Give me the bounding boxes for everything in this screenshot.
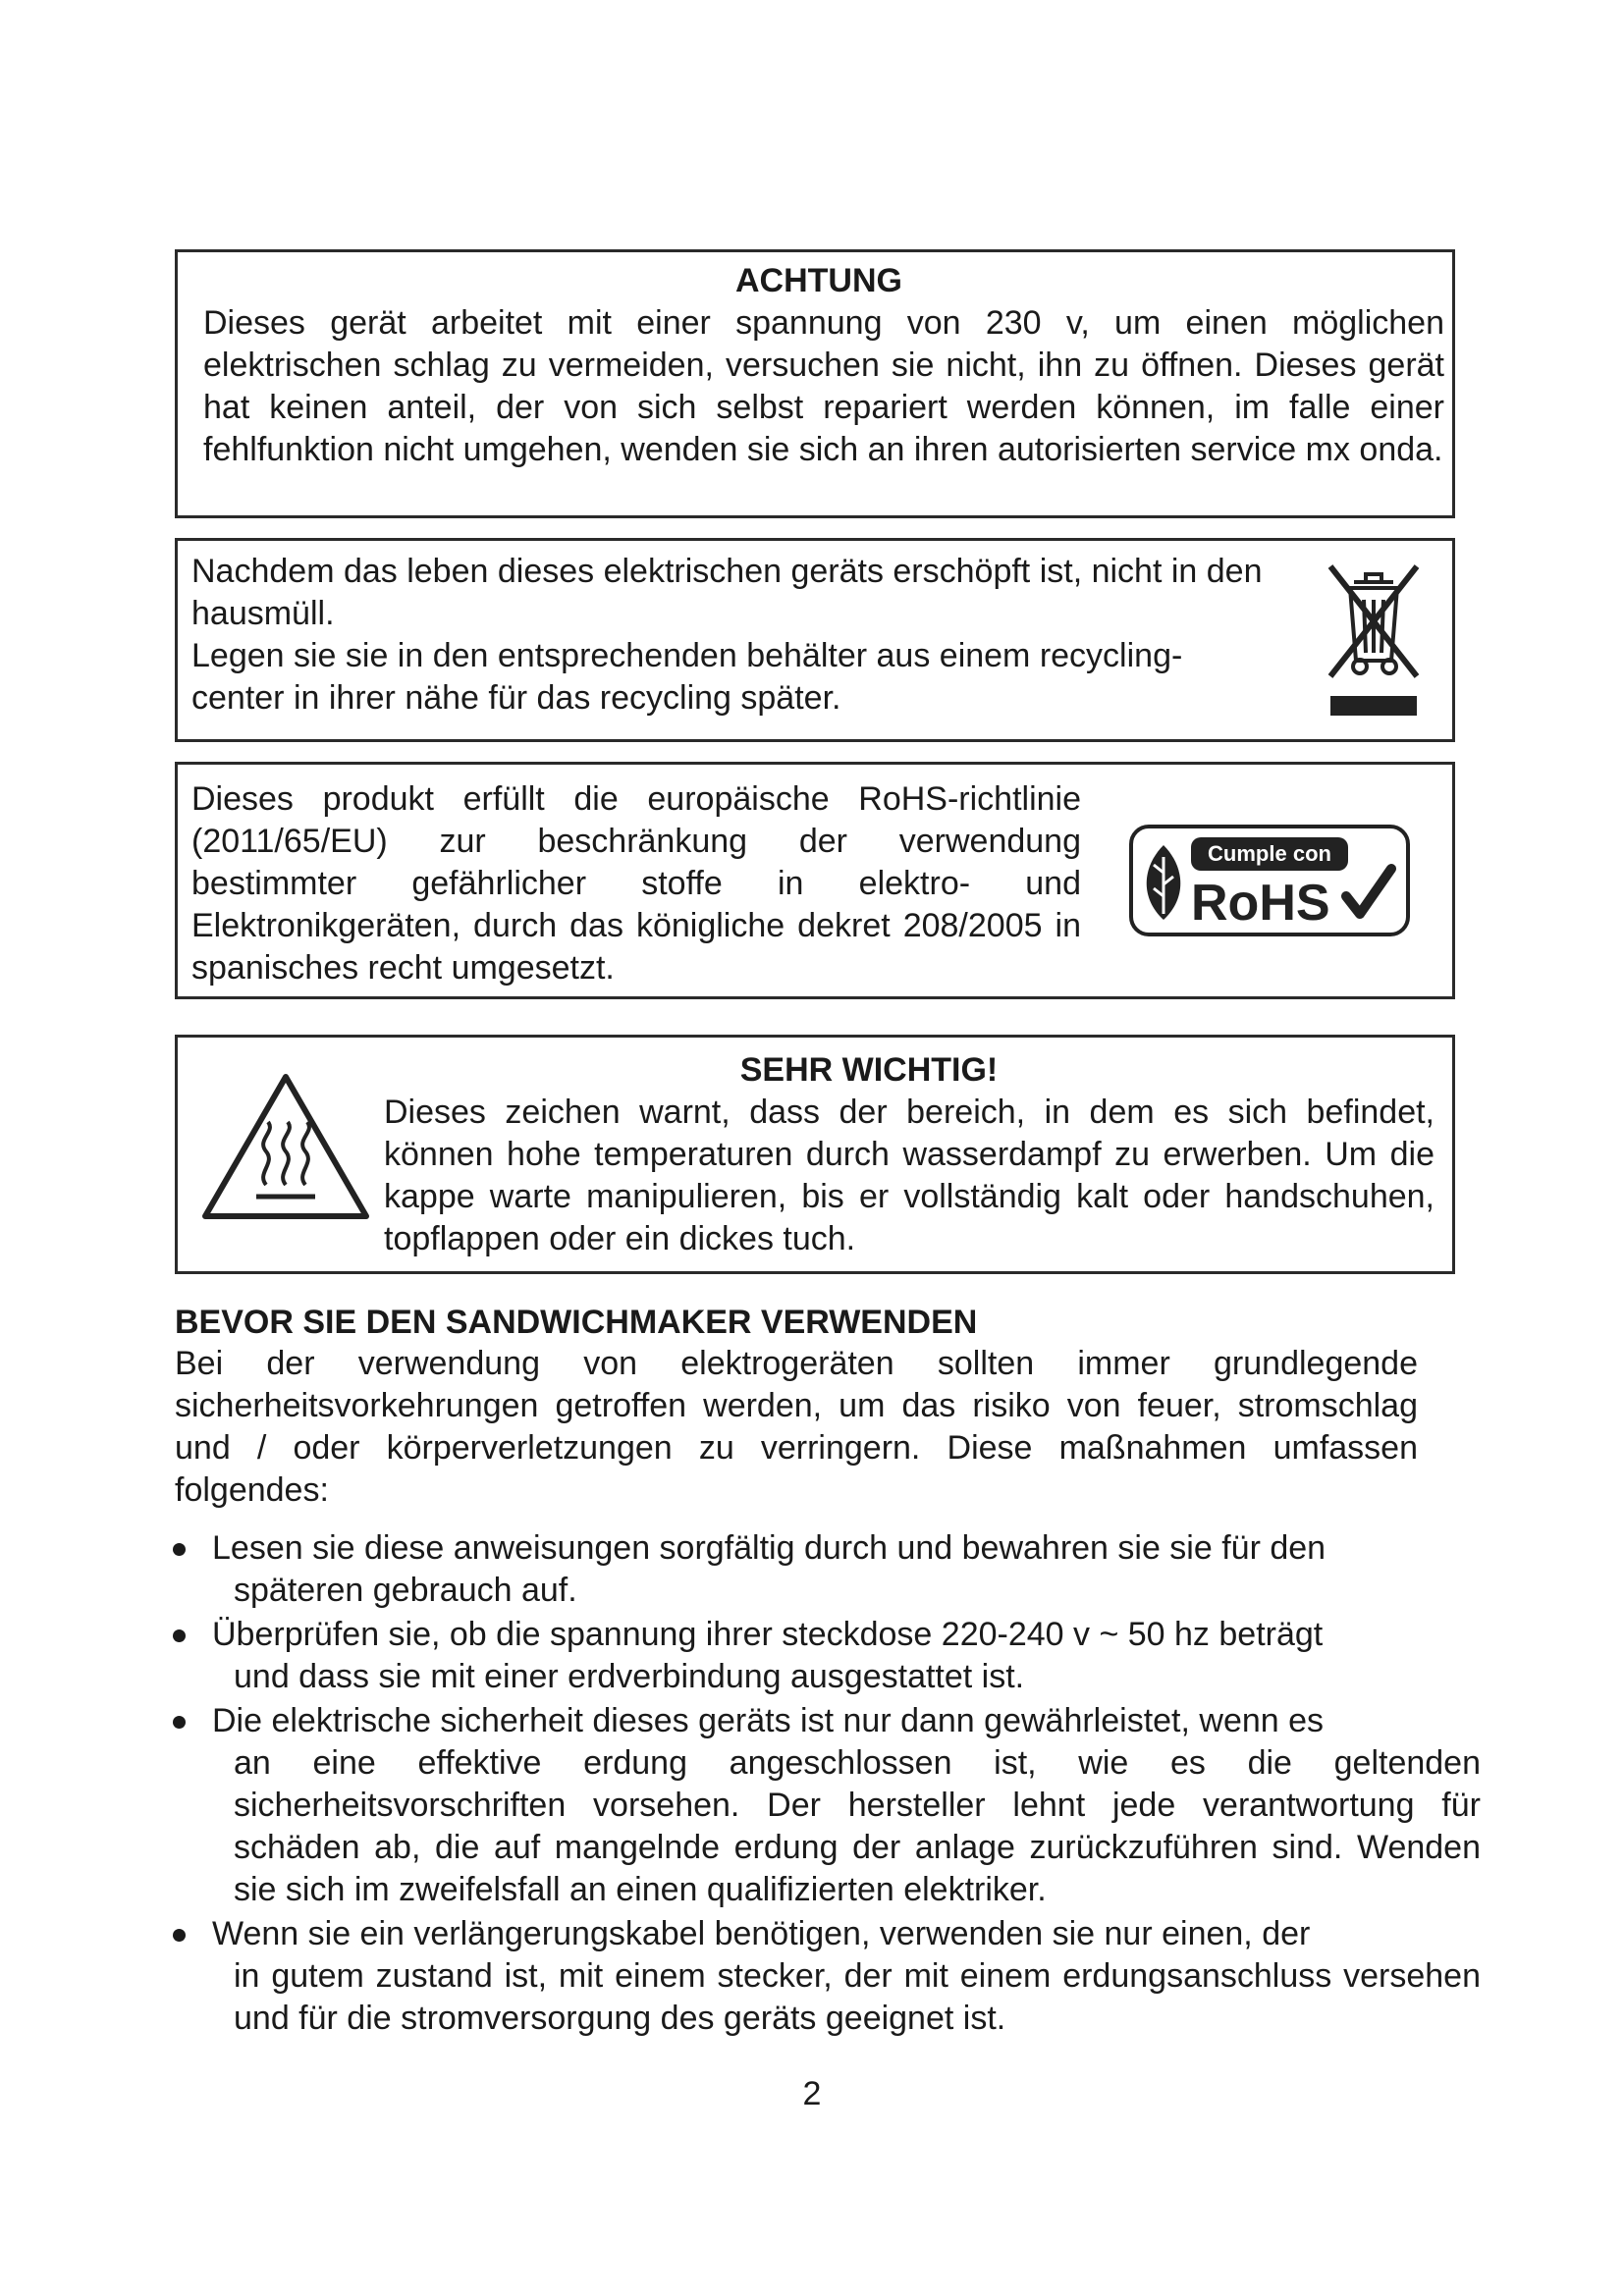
bullet-continuation: in gutem zustand ist, mit einem stecker, der mit einem erdungsanschluss versehen und für die stromversorgung des geräts geeignet ist. (234, 1957, 1481, 2037)
list-item (165, 1700, 1481, 1911)
bullet-first-line: Überprüfen sie, ob die spannung ihrer steckdose 220-240 v ~ 50 hz beträgt (212, 1616, 1324, 1653)
section-intro: Bei der verwendung von elektrogeräten sollten immer grundlegende sicherheitsvorkehrungen getroffen werden, um das risiko von feuer, stromschlag und / oder körperverletzungen zu verringern. Diese maßnahmen umfassen folgendes: (175, 1345, 1418, 1509)
hot-surface-warning-icon (197, 1069, 374, 1226)
bullet-continuation: späteren gebrauch auf. (234, 1572, 577, 1609)
bullet-continuation: und dass sie mit einer erdverbindung ausgestattet ist. (234, 1658, 1025, 1695)
recycling-box (175, 538, 1455, 742)
rohs-badge-top-label: Cumple con (1208, 841, 1331, 866)
bullet-icon (173, 1629, 186, 1642)
bullet-first-line: Die elektrische sicherheit dieses geräts ist nur dann gewährleistet, wenn es (212, 1702, 1325, 1739)
crossed-out-bin-icon (1325, 561, 1423, 718)
list-item (165, 1614, 1481, 1698)
section-heading: BEVOR SIE DEN SANDWICHMAKER VERWENDEN (175, 1304, 978, 1341)
bullet-first-line: Lesen sie diese anweisungen sorgfältig durch und bewahren sie sie für den (212, 1529, 1326, 1567)
bullet-first-line: Wenn sie ein verlängerungskabel benötigen, verwenden sie nur einen, der (212, 1915, 1311, 1952)
bullet-icon (173, 1543, 186, 1556)
list-item (165, 1527, 1481, 1612)
recycling-text-2: Legen sie sie in den entsprechenden behälter aus einem recycling-center in ihrer nähe für das recycling später. (191, 637, 1183, 717)
wichtig-heading: SEHR WICHTIG! (739, 1051, 999, 1089)
warning-box-sehr-wichtig (175, 1035, 1455, 1274)
bullet-icon (173, 1929, 186, 1942)
rohs-text: Dieses produkt erfüllt die europäische RoHS-richtlinie (2011/65/EU) zur beschränkung der verwendung bestimmter gefährlicher stoffe in elektro- und Elektronikgeräten, durch das königliche dekret 208/2005 in spanisches recht umgesetzt. (191, 780, 1081, 987)
wichtig-text: Dieses zeichen warnt, dass der bereich, in dem es sich befindet, können hohe temperaturen durch wasserdampf zu erwerben. Um die kappe warte manipulieren, bis er vollständig kalt oder handschuhen, topflappen oder ein dickes tuch. (384, 1094, 1435, 1257)
warning-box-achtung (175, 249, 1455, 518)
safety-bullet-list (165, 1527, 1481, 2042)
recycling-text-1: Nachdem das leben dieses elektrischen geräts erschöpft ist, nicht in den hausmüll. (191, 553, 1263, 632)
rohs-badge (1128, 824, 1411, 937)
bullet-continuation: an eine effektive erdung angeschlossen ist, wie es die geltenden sicherheitsvorschriften vorsehen. Der hersteller lehnt jede verantwortung für schäden ab, die auf mangelnde erdung der anlage zurückzuführen sind. Wenden sie sich im zweifelsfall an einen qualifizierten elektriker. (234, 1744, 1481, 1908)
list-item (165, 1913, 1481, 2040)
achtung-heading: ACHTUNG (735, 262, 902, 299)
bullet-icon (173, 1716, 186, 1729)
rohs-badge-main-label: RoHS (1191, 875, 1330, 932)
rohs-box (175, 762, 1455, 999)
page-number: 2 (802, 2075, 822, 2112)
achtung-text: Dieses gerät arbeitet mit einer spannung von 230 v, um einen möglichen elektrischen schlag zu vermeiden, versuchen sie nicht, ihn zu öffnen. Dieses gerät hat keinen anteil, der von sich selbst repariert werden können, im falle einer fehlfunktion nicht umgehen, wenden sie sich an ihren autorisierten service mx onda. (203, 304, 1444, 468)
